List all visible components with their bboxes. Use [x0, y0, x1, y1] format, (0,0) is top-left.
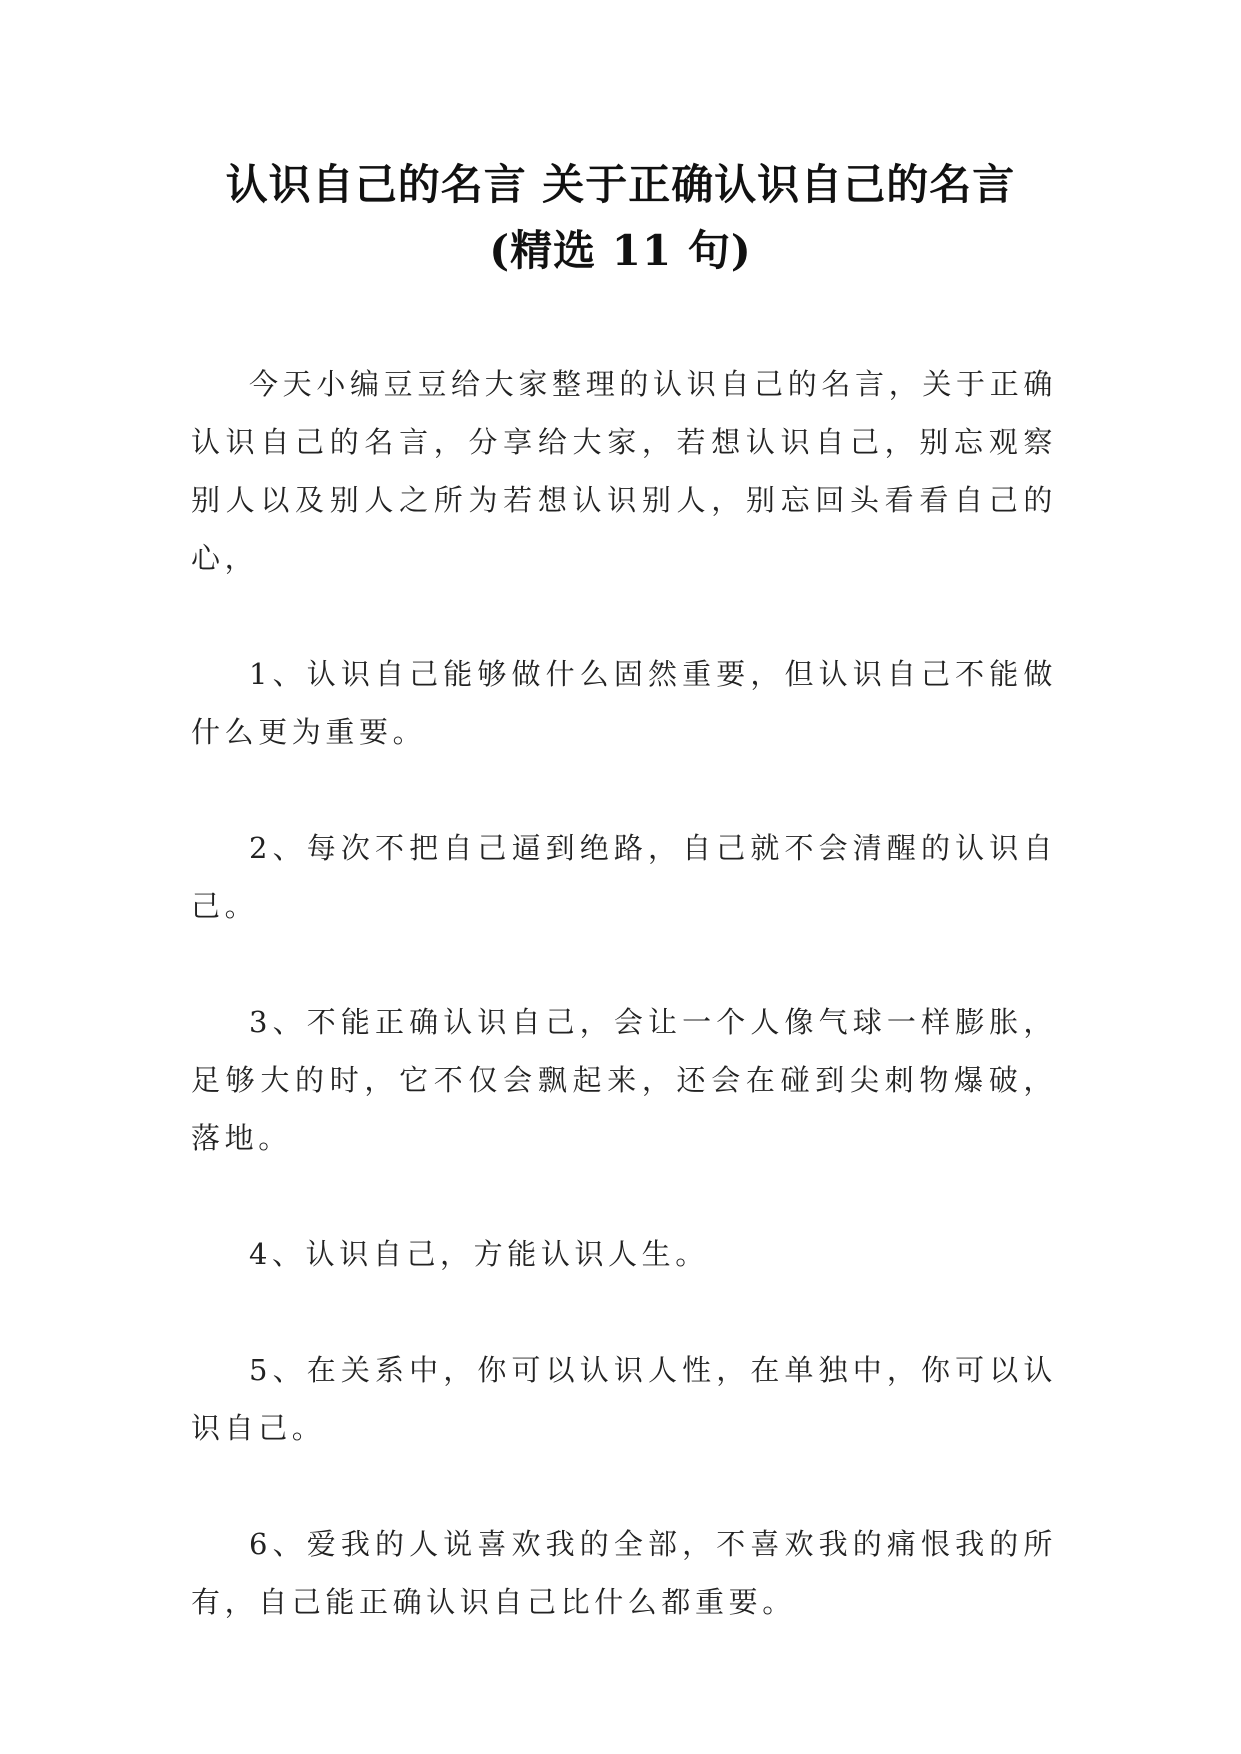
title-line-1: 认识自己的名言 关于正确认识自己的名言 [225, 160, 1016, 209]
quote-paragraph-5: 5、在关系中，你可以认识人性，在单独中，你可以认识自己。 [191, 1353, 1057, 1445]
quote-paragraph-3: 3、不能正确认识自己，会让一个人像气球一样膨胀，足够大的时，它不仅会飘起来，还会在碰到尖刺物爆破，落地。 [191, 1005, 1057, 1155]
quote-paragraph-2: 2、每次不把自己逼到绝路，自己就不会清醒的认识自己。 [191, 831, 1057, 923]
quote-paragraph-4: 4、认识自己，方能认识人生。 [249, 1237, 709, 1271]
document-title [150, 152, 1091, 284]
title-line-2: (精选 11 句) [489, 226, 752, 275]
quote-paragraph-1: 1、认识自己能够做什么固然重要，但认识自己不能做什么更为重要。 [191, 657, 1057, 749]
intro-paragraph: 今天小编豆豆给大家整理的认识自己的名言，关于正确认识自己的名言，分享给大家，若想认识自己，别忘观察别人以及别人之所为若想认识别人，别忘回头看看自己的心， [191, 367, 1057, 575]
quote-paragraph-6: 6、爱我的人说喜欢我的全部，不喜欢我的痛恨我的所有，自己能正确认识自己比什么都重要。 [191, 1527, 1057, 1619]
document-body [191, 355, 1057, 1631]
